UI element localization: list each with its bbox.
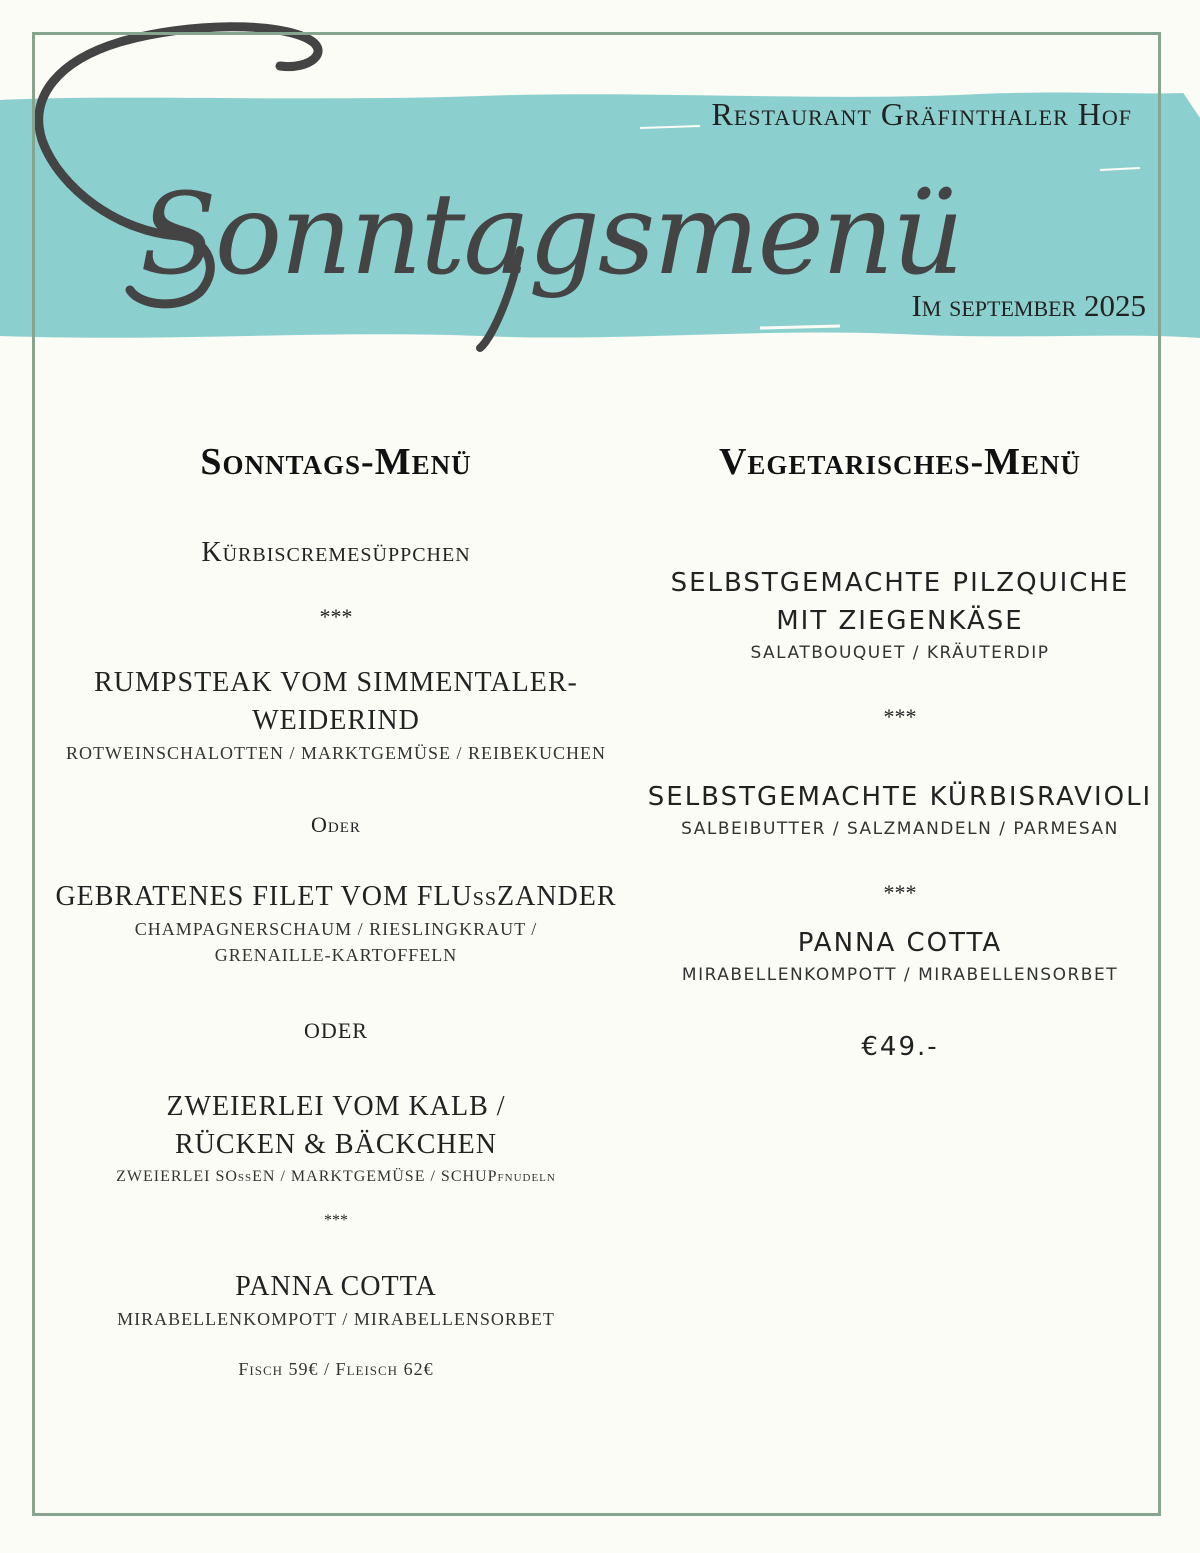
- menu-title: Sonntagsmenü: [140, 170, 963, 300]
- veg-dessert-dish: PANNA COTTA: [797, 928, 1003, 958]
- vegetarian-menu-column: [620, 440, 1180, 1066]
- main-dish-3-line2: RÜCKEN & BÄCKCHEN: [175, 1129, 497, 1160]
- or-divider-2: ODER: [304, 1018, 368, 1043]
- menu-date: Im september 2025: [911, 288, 1146, 323]
- main-dish-1-sides: ROTWEINSCHALOTTEN / MARKTGEMÜSE / REIBEKUCHEN: [66, 743, 606, 763]
- main-dish-2: GEBRATENES FILET VOM FLUssZANDER: [55, 881, 617, 912]
- veg-starter-dish-line2: MIT ZIEGENKÄSE: [776, 606, 1024, 636]
- starter-dish: Kürbiscremesüppchen: [201, 537, 471, 568]
- main-dish-3: ZWEIERLEI VOM KALB /: [166, 1091, 506, 1122]
- sunday-menu-heading: Sonntags-Menü: [200, 441, 472, 483]
- main-dish-2-sides: CHAMPAGNERSCHAUM / RIESLINGKRAUT /: [134, 919, 538, 939]
- veg-main-dish: SELBSTGEMACHTE KÜRBISRAVIOLI: [647, 782, 1153, 812]
- restaurant-name: Restaurant Gräfinthaler Hof: [711, 96, 1132, 132]
- menu-price: Fisch 59€ / Fleisch 62€: [238, 1359, 434, 1379]
- veg-course-separator-2: ***: [883, 880, 917, 905]
- main-dish-1: RUMPSTEAK VOM SIMMENTALER-: [94, 667, 578, 698]
- sunday-menu-column: [50, 440, 622, 1382]
- vegetarian-menu-heading: Vegetarisches-Menü: [718, 441, 1082, 483]
- course-separator-2: ***: [324, 1212, 348, 1229]
- course-separator: ***: [319, 604, 353, 629]
- veg-course-separator: ***: [883, 704, 917, 729]
- main-dish-1-line2: WEIDERIND: [252, 705, 420, 736]
- or-divider-1: Oder: [311, 812, 361, 837]
- main-dish-3-sides: ZWEIERLEI SOssEN / MARKTGEMÜSE / SCHUPfnudeln: [116, 1168, 556, 1185]
- veg-main-sides: SALBEIBUTTER / SALZMANDELN / PARMESAN: [681, 819, 1119, 839]
- veg-starter-sides: SALATBOUQUET / KRÄUTERDIP: [750, 643, 1050, 663]
- veg-menu-price: €49.-: [861, 1032, 939, 1062]
- dessert-dish: PANNA COTTA: [235, 1271, 437, 1302]
- veg-dessert-sides: MIRABELLENKOMPOTT / MIRABELLENSORBET: [681, 965, 1119, 985]
- veg-starter-dish: SELBSTGEMACHTE PILZQUICHE: [670, 568, 1130, 598]
- main-dish-2-sides-line2: GRENAILLE-KARTOFFELN: [214, 945, 458, 965]
- dessert-sides: MIRABELLENKOMPOTT / MIRABELLENSORBET: [117, 1309, 555, 1329]
